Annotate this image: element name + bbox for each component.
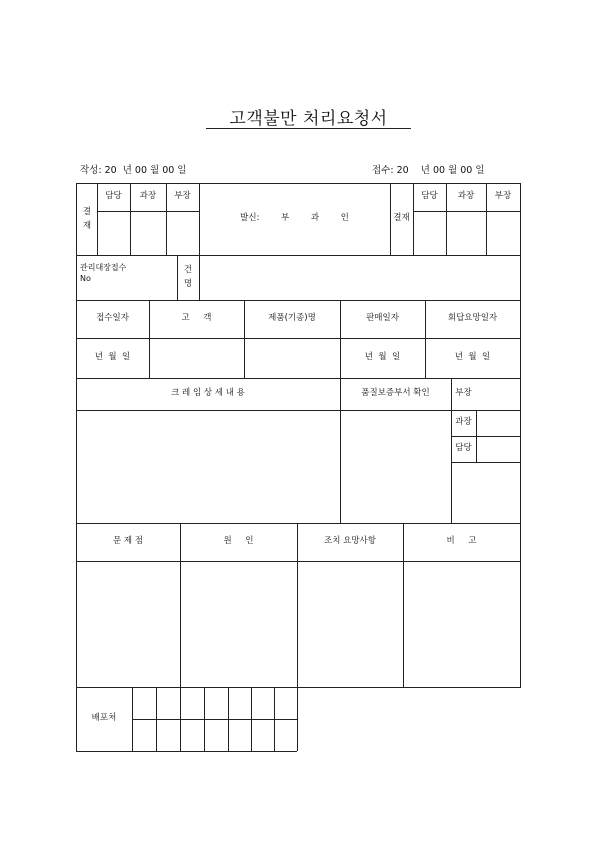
role-label: 과장 (455, 417, 472, 428)
role-label: 부장 (455, 388, 472, 399)
page-title: 고객불만 처리요청서 (206, 104, 411, 129)
role-label: 담당 (455, 443, 472, 454)
sender-line: 발신: 부 과 인 (240, 213, 349, 224)
qa-confirm-label: 품질보증부서 확인 (361, 388, 430, 399)
date-header: 접수일자 (96, 313, 129, 324)
bottom-header: 조치 요망사항 (324, 536, 376, 547)
bottom-header: 비 고 (446, 536, 477, 547)
approval-left-label: 결재 (82, 207, 92, 231)
date-placeholder: 년 월 일 (454, 352, 491, 363)
date-placeholder: 년 월 일 (364, 352, 401, 363)
date-header: 회답요망일자 (447, 313, 498, 324)
subject-label: 건명 (183, 265, 193, 289)
approval-right-col: 부장 (494, 191, 512, 202)
date-header: 제품(기종)명 (268, 313, 316, 324)
distribution-label: 배포처 (91, 713, 117, 724)
bottom-header: 문 제 점 (112, 536, 144, 547)
bottom-header: 원 인 (223, 536, 254, 547)
date-header: 고 객 (181, 313, 212, 324)
date-header: 판매일자 (366, 313, 399, 324)
approval-left-col: 담당 (105, 191, 122, 202)
management-no-label: 관리대장접수 No (80, 263, 127, 283)
approval-left-col: 과장 (139, 191, 157, 202)
date-placeholder: 년 월 일 (94, 352, 131, 363)
written-date: 작성: 20 년 00 월 00 일 (80, 165, 187, 176)
received-date: 접수: 20 년 00 월 00 일 (372, 165, 485, 176)
approval-right-col: 과장 (457, 191, 475, 202)
claim-detail-label: 크 레 임 상 세 내 용 (171, 388, 245, 399)
approval-right-label: 결재 (393, 213, 410, 224)
approval-left-col: 부장 (174, 191, 191, 202)
approval-right-col: 담당 (421, 191, 438, 202)
